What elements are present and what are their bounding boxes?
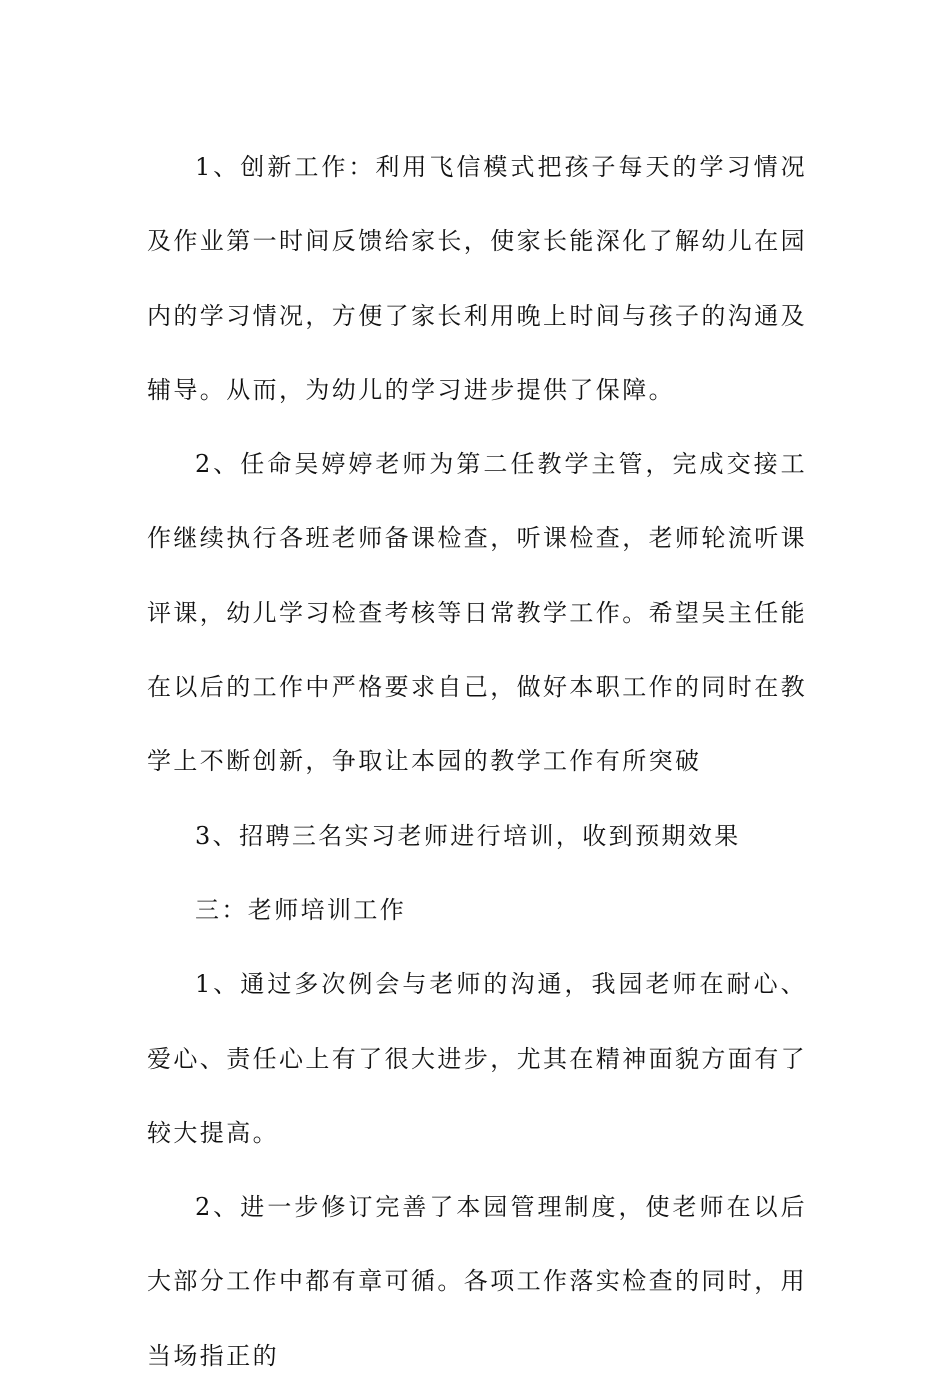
paragraph-intern-recruitment: 3、招聘三名实习老师进行培训，收到预期效果	[195, 821, 741, 850]
paragraph-regular-meetings: 1、通过多次例会与老师的沟通，我园老师在耐心、爱心、责任心上有了很大进步，尤其在精神面貌方面有了较大提高。	[147, 970, 807, 1147]
paragraph-innovation-work: 1、创新工作：利用飞信模式把孩子每天的学习情况及作业第一时间反馈给家长，使家长能深化了解幼儿在园内的学习情况，方便了家长利用晚上时间与孩子的沟通及辅导。从而，为幼儿的学习进步提供了保障。	[147, 153, 807, 404]
document-body	[147, 130, 807, 1393]
section-heading-teacher-training: 三：老师培训工作	[195, 895, 407, 924]
paragraph-management-rules: 2、进一步修订完善了本园管理制度，使老师在以后大部分工作中都有章可循。各项工作落实检查的同时，用当场指正的	[147, 1193, 807, 1370]
paragraph-teaching-supervisor: 2、任命吴婷婷老师为第二任教学主管，完成交接工作继续执行各班老师备课检查，听课检查，老师轮流听课评课，幼儿学习检查考核等日常教学工作。希望吴主任能在以后的工作中严格要求自己，做好本职工作的同时在教学上不断创新，争取让本园的教学工作有所突破	[147, 450, 807, 776]
